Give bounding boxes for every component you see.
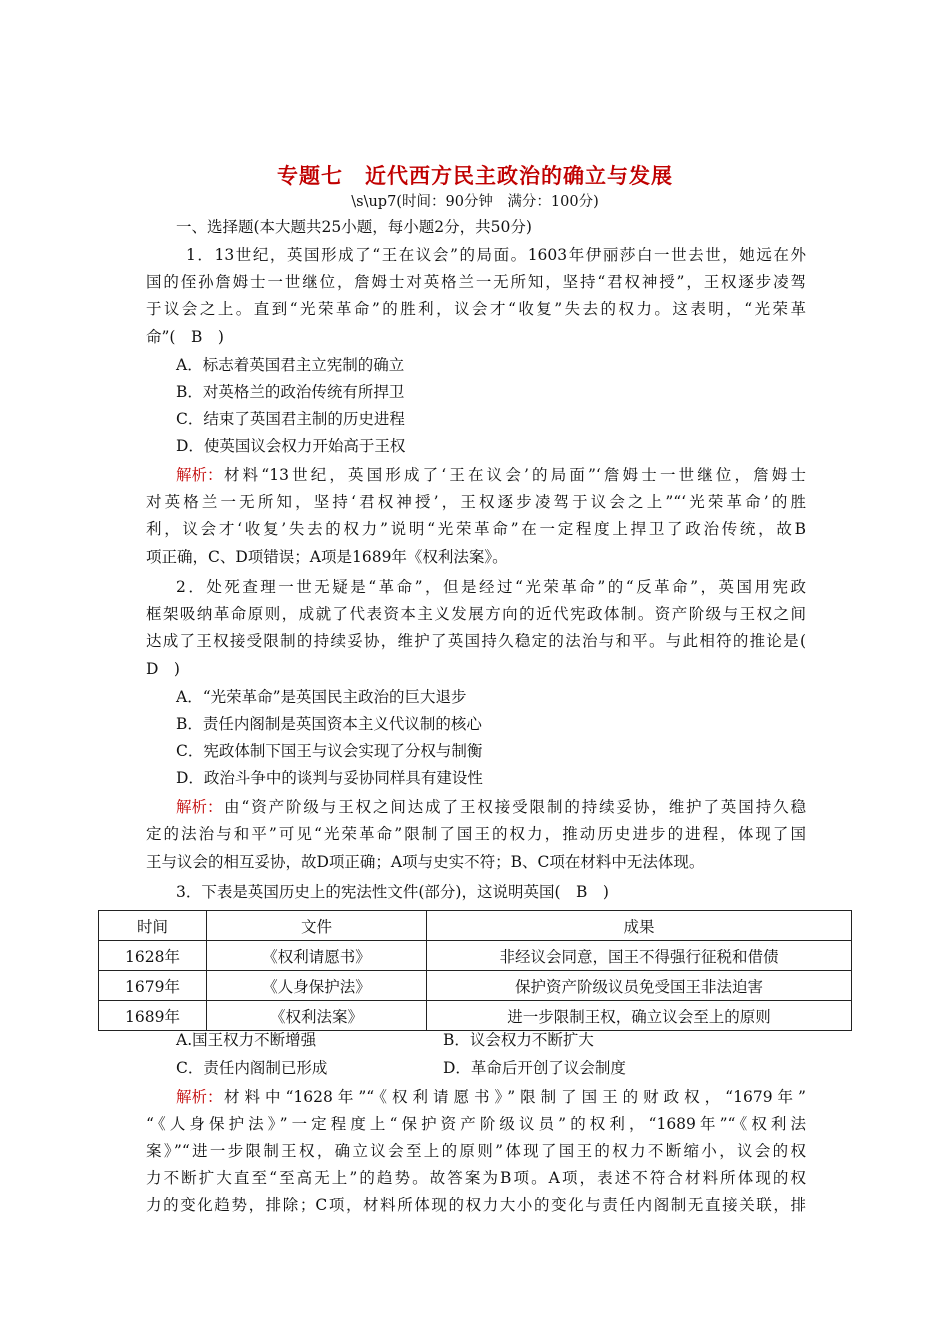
table-cell: 进一步限制王权，确立议会至上的原则 — [427, 1001, 852, 1031]
table-row — [99, 971, 852, 1001]
table-header-result: 成果 — [427, 911, 852, 941]
table-header-row — [99, 911, 852, 941]
q1-analysis-line-1: 材料“13世纪，英国形成了‘王在议会’的局面”‘詹姆士一世继位，詹姆士 — [224, 466, 806, 484]
q1-option-b: B．对英格兰的政治传统有所捍卫 — [176, 383, 405, 401]
q3-analysis-line-2: “《人身保护法》”一定程度上“保护资产阶级议员”的权利，“1689年”“《权利法 — [146, 1115, 806, 1133]
table-row — [99, 1001, 852, 1031]
q3-option-a: A.国王权力不断增强 — [176, 1031, 317, 1049]
q3-stem: 3．下表是英国历史上的宪法性文件(部分)，这说明英国( B ) — [176, 883, 609, 901]
q2-option-c: C．宪政体制下国王与议会实现了分权与制衡 — [176, 742, 483, 760]
table-cell: 保护资产阶级议员免受国王非法迫害 — [427, 971, 852, 1001]
q2-analysis-line-3: 王与议会的相互妥协，故D项正确；A项与史实不符；B、C项在材料中无法体现。 — [146, 853, 705, 871]
q2-analysis-label: 解析： — [176, 798, 223, 816]
q3-analysis-line-5: 力的变化趋势，排除；C项，材料所体现的权力大小的变化与责任内阁制无直接关联，排 — [146, 1196, 806, 1214]
q2-line-1: 2．处死查理一世无疑是“革命”，但是经过“光荣革命”的“反革命”，英国用宪政 — [176, 578, 806, 596]
q1-line-2: 国的侄孙詹姆士一世继位，詹姆士对英格兰一无所知，坚持“君权神授”，王权逐步凌驾 — [146, 273, 806, 291]
table-row — [99, 941, 852, 971]
q1-option-a: A．标志着英国君主立宪制的确立 — [176, 356, 405, 374]
q1-line-1: 1．13世纪，英国形成了“王在议会”的局面。1603年伊丽莎白一世去世，她远在外 — [186, 246, 806, 264]
q3-option-b: B．议会权力不断扩大 — [443, 1031, 594, 1049]
page-title: 专题七 近代西方民主政治的确立与发展 — [277, 163, 673, 188]
q2-analysis-line-2: 定的法治与和平”可见“光荣革命”限制了国王的权力，推动历史进步的进程，体现了国 — [146, 825, 806, 843]
table-cell: 1679年 — [99, 971, 207, 1001]
table-header-time: 时间 — [99, 911, 207, 941]
q3-option-c: C．责任内阁制已形成 — [176, 1059, 328, 1077]
q2-option-a: A．“光荣革命”是英国民主政治的巨大退步 — [176, 688, 467, 706]
q2-analysis-line-1: 由“资产阶级与王权之间达成了王权接受限制的持续妥协，维护了英国持久稳 — [224, 798, 806, 816]
q2-line-4: D ) — [146, 660, 180, 678]
q1-analysis-line-2: 对英格兰一无所知，坚持‘君权神授’，王权逐步凌驾于议会之上”“‘光荣革命’的胜 — [146, 493, 806, 511]
q2-line-3: 达成了王权接受限制的持续妥协，维护了英国持久稳定的法治与和平。与此相符的推论是( — [146, 632, 806, 650]
q1-analysis-line-4: 项正确，C、D项错误；A项是1689年《权利法案》。 — [146, 548, 508, 566]
section-heading: 一、选择题(本大题共25小题，每小题2分，共50分) — [176, 218, 532, 236]
subtitle: \s\up7(时间：90分钟 满分：100分) — [351, 194, 599, 210]
table-cell: 《权利请愿书》 — [207, 941, 427, 971]
constitutional-documents-table — [98, 910, 852, 1031]
q2-option-d: D．政治斗争中的谈判与妥协同样具有建设性 — [176, 769, 483, 787]
q1-option-d: D．使英国议会权力开始高于王权 — [176, 437, 406, 455]
q1-analysis-label: 解析： — [176, 466, 223, 484]
table-cell: 《人身保护法》 — [207, 971, 427, 1001]
q1-line-4: 命”( B ) — [146, 328, 224, 346]
q3-analysis-line-4: 力不断扩大直至“至高无上”的趋势。故答案为B项。A项，表述不符合材料所体现的权 — [146, 1169, 806, 1187]
q3-analysis-line-1: 材料中“1628年”“《权利请愿书》”限制了国王的财政权，“1679年” — [224, 1088, 806, 1106]
table-cell: 1628年 — [99, 941, 207, 971]
table-cell: 非经议会同意，国王不得强行征税和借债 — [427, 941, 852, 971]
q3-analysis-label: 解析： — [176, 1088, 223, 1106]
q2-option-b: B．责任内阁制是英国资本主义代议制的核心 — [176, 715, 482, 733]
q2-line-2: 框架吸纳革命原则，成就了代表资本主义发展方向的近代宪政体制。资产阶级与王权之间 — [146, 605, 806, 623]
q1-option-c: C．结束了英国君主制的历史进程 — [176, 410, 405, 428]
table-cell: 《权利法案》 — [207, 1001, 427, 1031]
q1-analysis-line-3: 利，议会才‘收复’失去的权力”说明“光荣革命”在一定程度上捍卫了政治传统，故B — [146, 520, 806, 538]
q3-analysis-line-3: 案》”“进一步限制王权，确立议会至上的原则”体现了国王的权力不断缩小，议会的权 — [146, 1142, 806, 1160]
table-cell: 1689年 — [99, 1001, 207, 1031]
q3-option-d: D．革命后开创了议会制度 — [443, 1059, 626, 1077]
table-header-document: 文件 — [207, 911, 427, 941]
q1-line-3: 于议会之上。直到“光荣革命”的胜利，议会才“收复”失去的权力。这表明，“光荣革 — [146, 300, 806, 318]
